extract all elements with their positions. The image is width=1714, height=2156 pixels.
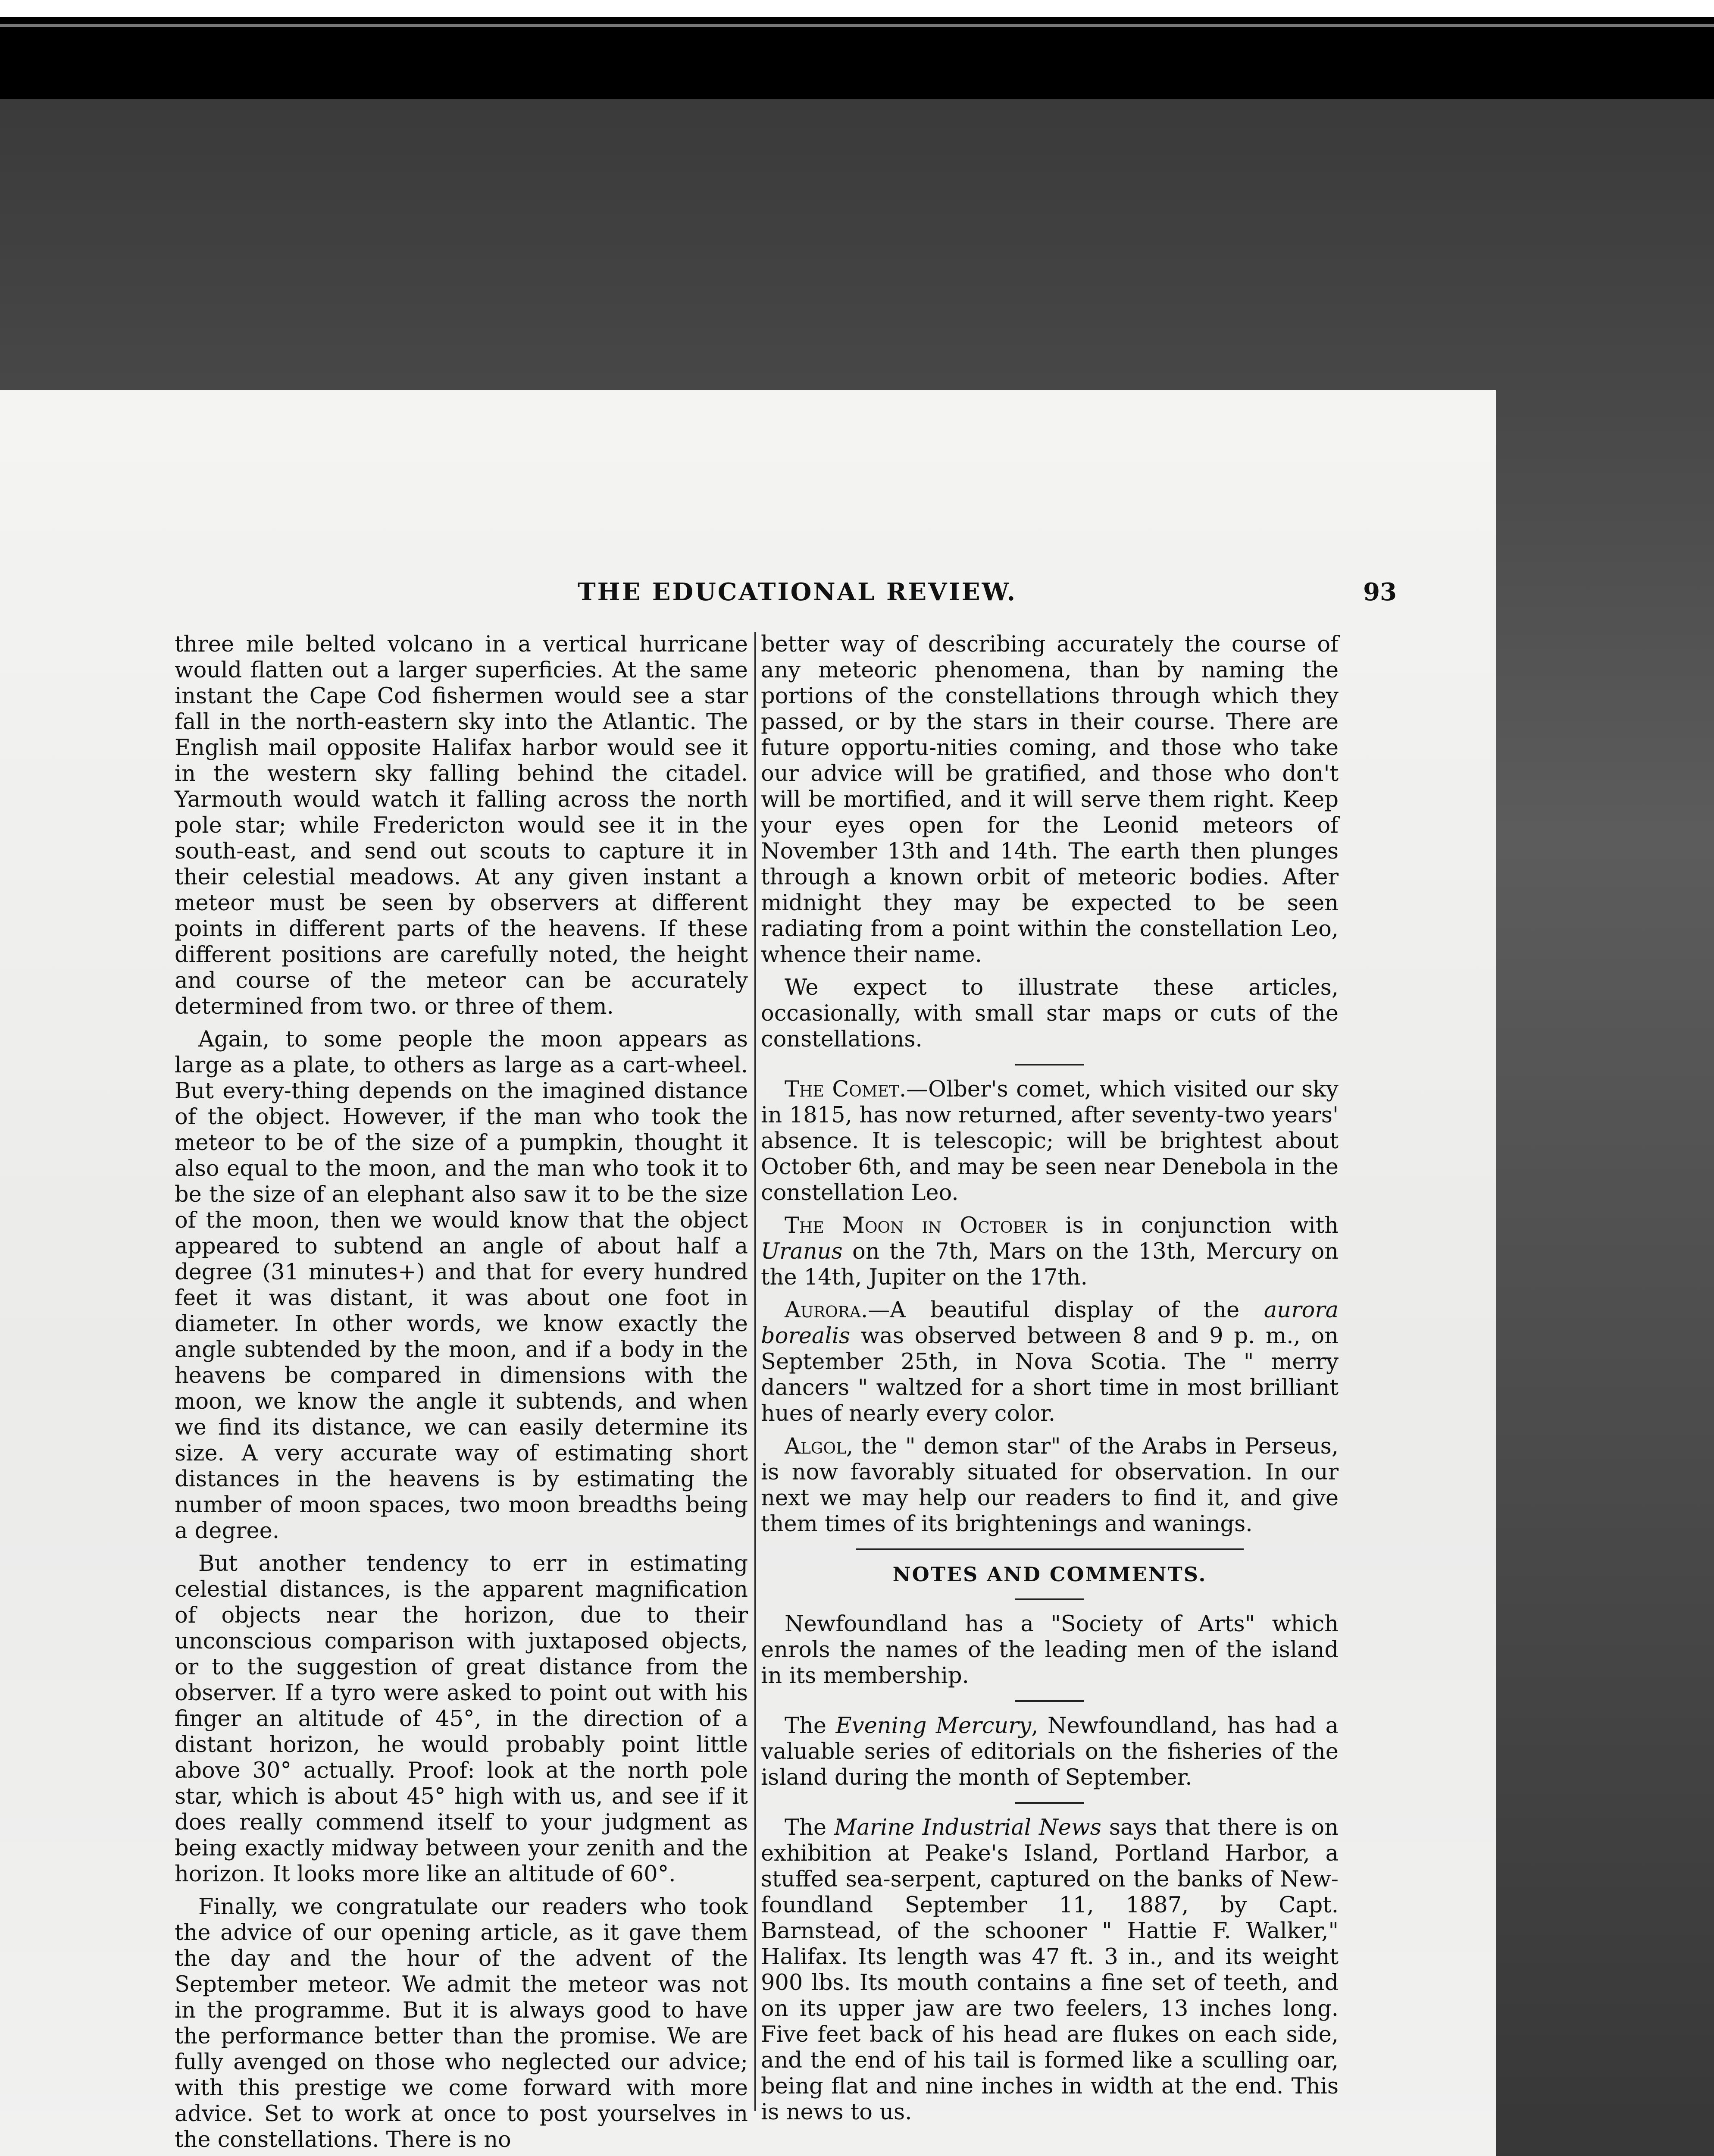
paragraph: better way of describing accurately the course of any meteoric phenomena, than by naming the portions of the constellations through which they passed, or by the stars in their course. There are future opportu-nities coming, and those who take our advice will be gratified, and those who don't will be mortified, and it will serve them right. Keep your eyes open for the Leonid meteors of November 13th and 14th. The earth then plunges through a known orbit of meteoric bodies. After midnight they may be expected to be seen radiating from a point within the constellation Leo, whence their name. bbox=[761, 632, 1339, 968]
algol-text: the " demon star" of the Arabs in Perseus, is now favorably situated for observation. In our next we may help our readers to find it, and give them times of its brightenings and wanings. bbox=[761, 1434, 1339, 1537]
paragraph: We expect to illustrate these articles, occasionally, with small star maps or cuts of the constellations. bbox=[761, 975, 1339, 1052]
film-border-top bbox=[0, 0, 1714, 17]
moon-paragraph bbox=[761, 1213, 1339, 1291]
paragraph: But another tendency to err in estimating celestial distances, is the apparent magnification of objects near the horizon, due to their unconscious comparison with juxtaposed objects, or to the suggestion of great distance from the observer. If a tyro were asked to point out with his finger an altitude of 45°, in the direction of a distant horizon, he would probably point little above 30° actually. Proof: look at the north pole star, which is about 45° high with us, and see if it does really commend itself to your judgment as being exactly midway between your zenith and the horizon. It looks more like an altitude of 60°. bbox=[175, 1551, 748, 1887]
aurora-text-end: was observed between 8 and 9 p. m., on September 25th, in Nova Scotia. The " merry dancers " waltzed for a short time in most brilliant hues of nearly every color. bbox=[761, 1323, 1339, 1426]
moon-text-end: on the 7th, Mars on the 13th, Mercury on the 14th, Jupiter on the 17th. bbox=[761, 1239, 1339, 1290]
aurora-text: —A beautiful display of the bbox=[868, 1297, 1264, 1323]
section-rule bbox=[1015, 1700, 1084, 1702]
section-rule bbox=[1015, 1802, 1084, 1804]
section-rule-long bbox=[856, 1548, 1244, 1550]
section-rule bbox=[1015, 1598, 1084, 1600]
publication-name: Marine Industrial News bbox=[834, 1815, 1101, 1840]
note-paragraph bbox=[761, 1815, 1339, 2125]
page-number: 93 bbox=[1363, 578, 1397, 606]
comet-label: The Comet. bbox=[785, 1077, 907, 1102]
note-text: The bbox=[785, 1713, 836, 1739]
comet-paragraph bbox=[761, 1077, 1339, 1206]
note-paragraph: Newfoundland has a "Society of Arts" which enrols the names of the leading men of the island in its membership. bbox=[761, 1611, 1339, 1689]
aurora-paragraph bbox=[761, 1297, 1339, 1427]
publication-name: Evening Mercury bbox=[835, 1713, 1032, 1739]
moon-text: is in conjunction with bbox=[1047, 1213, 1339, 1238]
paragraph: Again, to some people the moon appears as large as a plate, to others as large as a cart-wheel. But every-thing depends on the imagined distance of the object. However, if the man who took the meteor to be of the size of a pumpkin, thought it also equal to the moon, and the man who took it to be the size of an elephant also saw it to be the size of the moon, then we would know that the object appeared to subtend an angle of about half a degree (31 minutes+) and that for every hundred feet it was distant, it was about one foot in diameter. In other words, we know exactly the angle subtended by the moon, and if a body in the heavens be compared in dimensions with the moon, we know the angle it subtends, and when we find its distance, we can easily determine its size. A very accurate way of estimating short distances in the heavens is by estimating the number of moon spaces, two moon breadths being a degree. bbox=[175, 1027, 748, 1544]
note-text: says that there is on exhibition at Peake's Island, Portland Harbor, a stuffed sea-serpent, captured on the banks of New-foundland September 11, 1887, by Capt. Barnstead, of the schooner " Hattie F. Walker," Halifax. Its length was 47 ft. 3 in., and its weight 900 lbs. Its mouth contains a fine set of teeth, and on its upper jaw are two feelers, 13 inches long. Five feet back of his head are flukes on each side, and the end of his tail is formed like a sculling oar, being flat and nine inches in width at the end. This is news to us. bbox=[761, 1815, 1339, 2125]
column-divider bbox=[754, 632, 756, 2111]
paragraph: Finally, we congratulate our readers who took the advice of our opening article, as it gave them the day and the hour of the advent of the September meteor. We admit the meteor was not in the programme. But it is always good to have the performance better than the promise. We are fully avenged on those who neglected our advice; with this prestige we come forward with more advice. Set to work at once to post yourselves in the constellations. There is no bbox=[175, 1894, 748, 2153]
paragraph: three mile belted volcano in a vertical hurricane would flatten out a larger superficies. At the same instant the Cape Cod fishermen would see a star fall in the north-eastern sky into the Atlantic. The English mail opposite Halifax harbor would see it in the western sky falling behind the citadel. Yarmouth would watch it falling across the north pole star; while Fredericton would see it in the south-east, and send out scouts to capture it in their celestial meadows. At any given instant a meteor must be seen by observers at different points in different parts of the heavens. If these different positions are carefully noted, the height and course of the meteor can be accurately determined from two. or three of them. bbox=[175, 632, 748, 1019]
section-heading: NOTES AND COMMENTS. bbox=[892, 1563, 1207, 1586]
page-title: THE EDUCATIONAL REVIEW. bbox=[578, 578, 1017, 606]
uranus-text: Uranus bbox=[761, 1239, 843, 1264]
aurora-label: Aurora. bbox=[785, 1297, 868, 1323]
algol-paragraph bbox=[761, 1434, 1339, 1537]
note-text: , Newfoundland, has had a valuable series of editorials on the fisheries of the island during the month of September. bbox=[761, 1713, 1339, 1790]
comet-text: —Olber's comet, which visited our sky in 1815, has now returned, after seventy-two years' absence. It is telescopic; will be brightest about October 6th, and may be seen near Denebola in the constellation Leo. bbox=[761, 1077, 1339, 1206]
note-paragraph bbox=[761, 1713, 1339, 1791]
page-header bbox=[578, 578, 1397, 612]
right-column bbox=[761, 632, 1339, 2132]
algol-label: Algol, bbox=[785, 1434, 854, 1459]
note-text: The bbox=[785, 1815, 835, 1840]
section-rule bbox=[1015, 1064, 1084, 1065]
moon-label: The Moon in October bbox=[785, 1213, 1048, 1238]
aurora-borealis-text: aurora borealis bbox=[761, 1297, 1339, 1349]
left-column bbox=[175, 632, 748, 2156]
film-strip bbox=[0, 24, 1714, 27]
newspaper-page bbox=[0, 390, 1496, 2156]
